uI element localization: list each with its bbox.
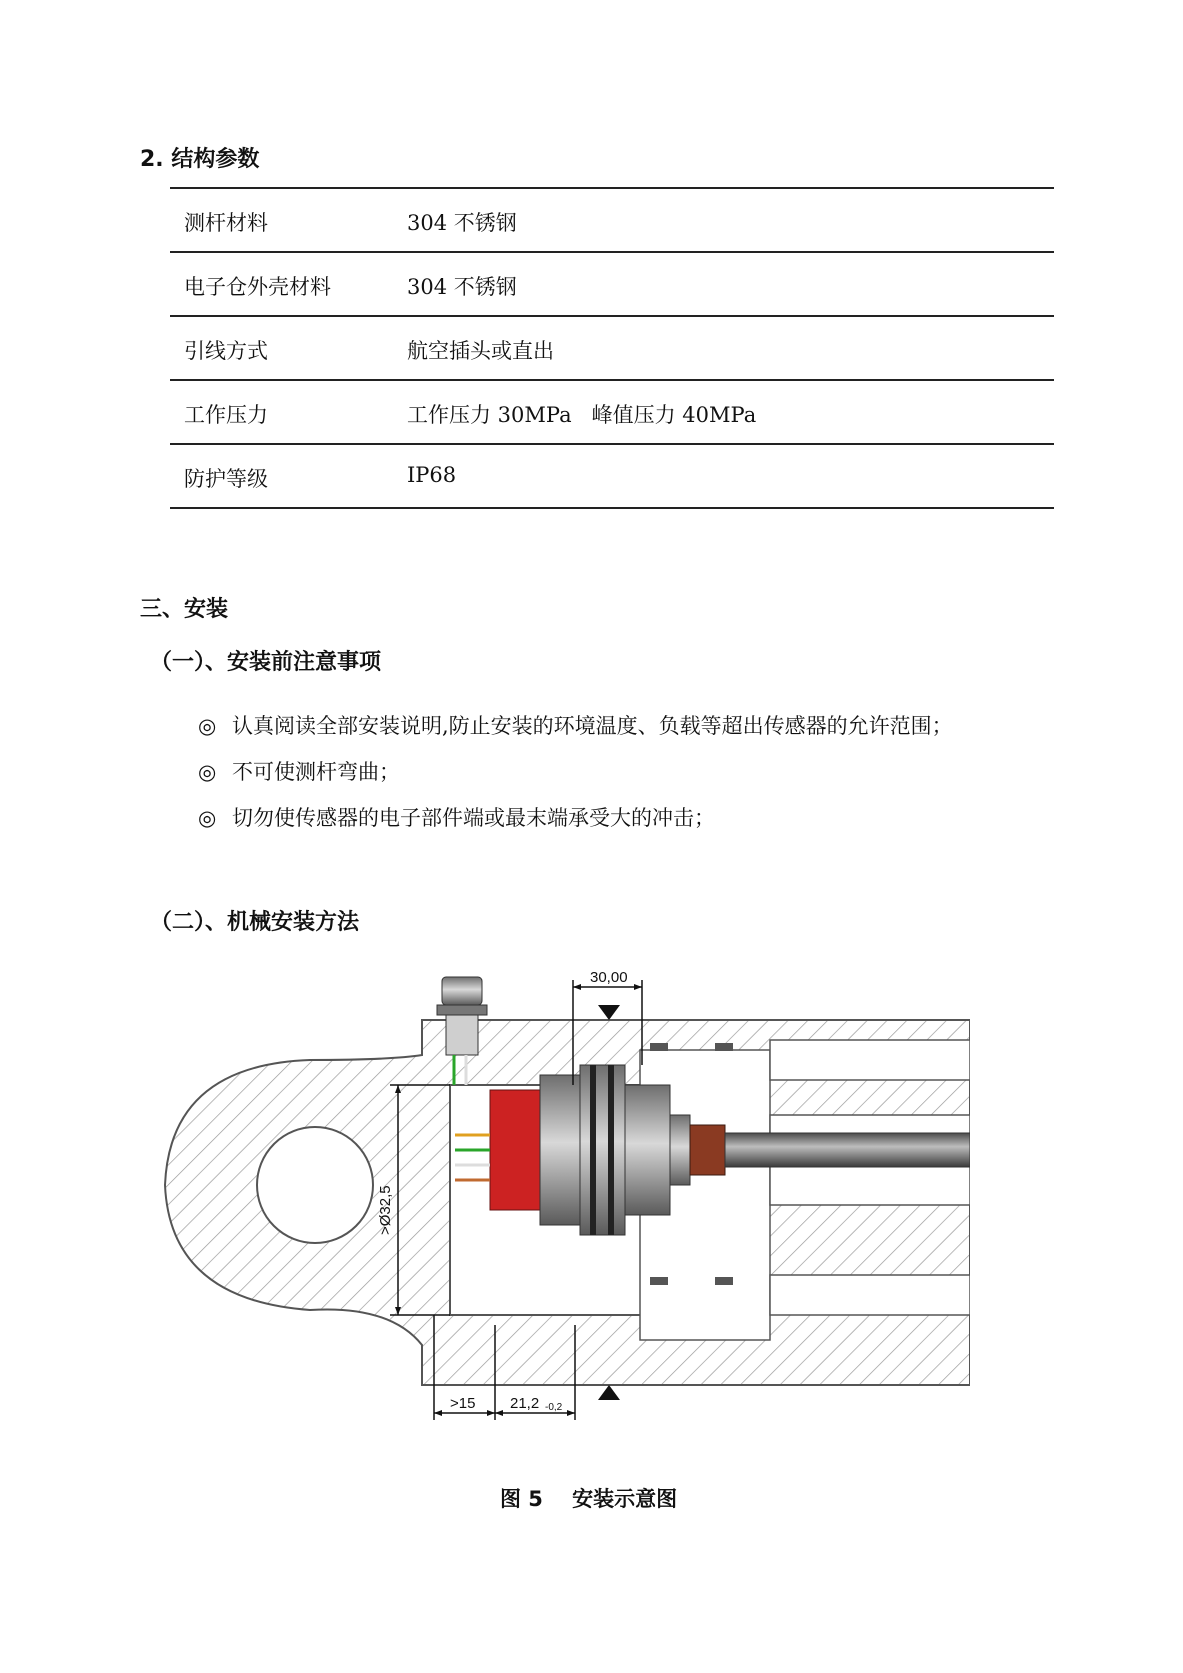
installation-diagram [150, 965, 970, 1430]
spec-key: 电子仓外壳材料 [184, 275, 331, 299]
subsection-heading-mechanical-mounting: （二）、机械安装方法 [150, 910, 360, 935]
list-item [198, 710, 953, 740]
spec-value: 304 不锈钢 [407, 211, 517, 235]
dim-label-diameter: >Ø32,5 [377, 1185, 394, 1235]
spec-key: 引线方式 [184, 339, 268, 363]
clevis-hole [257, 1127, 373, 1243]
spec-key: 工作压力 [184, 403, 268, 427]
dim-label-tolerance: -0,2 [545, 1402, 563, 1413]
bullet-icon: ◎ [198, 806, 217, 830]
spec-value: 工作压力 30MPa 峰值压力 40MPa [407, 403, 757, 427]
dim-label-21-2: 21,2 [510, 1395, 540, 1412]
section-heading-structure: 2. 结构参数 [140, 147, 260, 172]
note-text: 切勿使传感器的电子部件端或最末端承受大的冲击； [232, 806, 715, 830]
note-text: 认真阅读全部安装说明,防止安装的环境温度、负载等超出传感器的允许范围； [232, 714, 953, 738]
table-row [170, 189, 1054, 253]
dim-label-15: >15 [450, 1395, 476, 1412]
figure-caption: 图 5 安装示意图 [500, 1487, 678, 1511]
spec-value: 304 不锈钢 [407, 275, 517, 299]
table-row [170, 317, 1054, 381]
section-heading-installation: 三、安装 [140, 597, 229, 622]
spec-value: IP68 [407, 463, 457, 487]
subsection-heading-precautions: （一）、安装前注意事项 [150, 650, 382, 675]
bullet-icon: ◎ [198, 760, 217, 784]
table-row [170, 253, 1054, 317]
table-row [170, 445, 1054, 509]
list-item [198, 802, 715, 832]
spec-value: 航空插头或直出 [407, 339, 554, 363]
spec-key: 防护等级 [184, 467, 268, 491]
table-row [170, 381, 1054, 445]
list-item [198, 756, 400, 786]
note-text: 不可使测杆弯曲； [232, 760, 400, 784]
spec-table [170, 187, 1054, 509]
dim-label-30: 30,00 [590, 969, 628, 986]
bullet-icon: ◎ [198, 714, 217, 738]
spec-key: 测杆材料 [184, 211, 268, 235]
